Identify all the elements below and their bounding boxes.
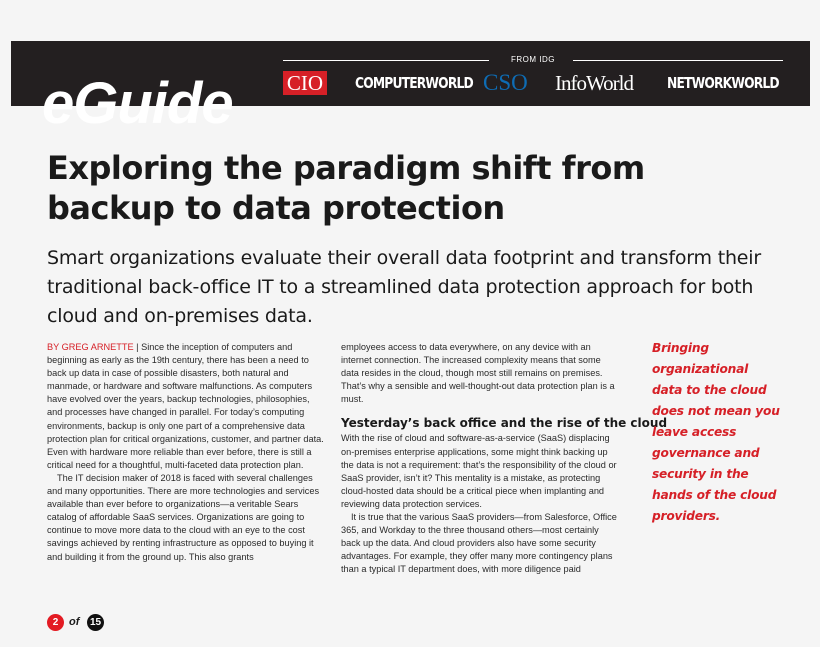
body-column-1 [47, 341, 327, 564]
intro-paragraph [47, 341, 327, 472]
from-idg-label: FROM IDG [511, 55, 555, 64]
article-subtitle: Smart organizations evaluate their overall data footprint and transform their traditional back-office IT to a streamlined data protection approach for both cloud and on-premises data. [47, 247, 761, 327]
cso-logo[interactable]: CSO [483, 70, 528, 95]
eguide-logo: eGuide [42, 71, 233, 136]
divider-line-left [283, 60, 489, 61]
body-paragraph: It is true that the various SaaS providers—from Salesforce, Office 365, and Workday to the three thousand others—most certainly back up the data. And cloud providers also have some security advantages. For example, they offer many more contingency plans than a typical IT department does, with more diligence paid [341, 512, 617, 575]
cio-logo[interactable]: CIO [283, 71, 327, 95]
article-title [47, 148, 747, 228]
computerworld-logo[interactable]: COMPUTERWORLD [355, 74, 473, 92]
title-line-1: Exploring the paradigm shift from [47, 149, 645, 187]
divider-line-right [573, 60, 783, 61]
body-paragraph: employees access to data everywhere, on any device with an internet connection. The increased complexity means that some data resides in the cloud, though most still remains on premises. That’s why a sensible and well-thought-out data protection plan is a must. [341, 342, 615, 405]
page-of-label: of [69, 616, 80, 628]
body-column-2 [341, 341, 668, 577]
byline-separator: | [133, 342, 142, 352]
infoworld-logo[interactable]: InfoWorld [555, 71, 633, 95]
body-paragraph: With the rise of cloud and software-as-a-service (SaaS) displacing on-premises enterprise applications, some might think backing up the data is not a requirement: that’s the responsibility of the cloud or SaaS provider, isn’t it? This mentality is a mistake, as protecting cloud-hosted data should be a critical piece when implanting and reviewing data protection services. [341, 433, 617, 509]
eguide-header [11, 41, 810, 136]
current-page-badge: 2 [47, 614, 64, 631]
brand-logos [283, 71, 783, 97]
body-paragraph: The IT decision maker of 2018 is faced with several challenges and many opportunities. There are more technologies and services available than ever before to organizations—a veritable Sears catalog of affordable SaaS services. Organizations are going to continue to move more data to the cloud with an eye to the cost savings achieved by renting infrastructure as opposed to buying it and building it from the ground up. This also grants [47, 472, 320, 562]
page-indicator [47, 614, 127, 632]
byline: BY GREG ARNETTE [47, 342, 134, 352]
networkworld-logo[interactable]: NETWORKWORLD [667, 74, 779, 92]
total-pages-badge: 15 [87, 614, 104, 631]
from-idg-divider [283, 54, 783, 66]
title-line-2: backup to data protection [47, 189, 505, 227]
section-heading: Yesterday’s back office and the rise of the cloud [341, 416, 668, 431]
pull-quote: Bringing organizational data to the cloud does not mean you leave access governance and security in the hands of the cloud providers. [652, 341, 780, 523]
paragraph-text: Since the inception of computers and beginning as early as the 19th century, there has been a need to back up data in case of possible disasters, both natural and manmade, or hardware and software malfunctions. As computers have evolved over the years, backup technologies, philosophies, and processes have changed in parallel. For today’s computing environments, backup is only one part of a comprehensive data protection plan for critical organizations, customer, and partner data. Even with hardware more reliable than ever before, there is still a critical need for a thoughtful, multi-faceted data protection plan. [47, 342, 324, 470]
